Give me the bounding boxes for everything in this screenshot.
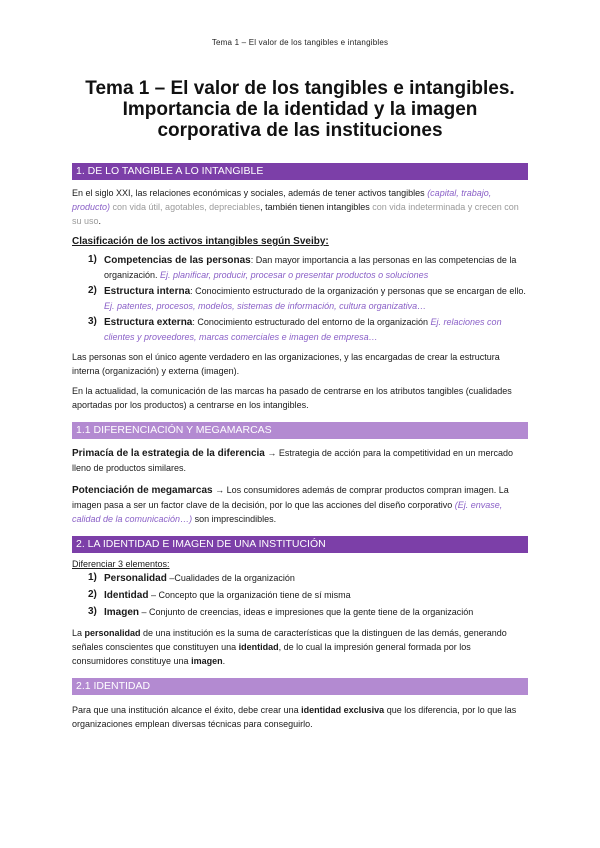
megabrands-term: Potenciación de megamarcas (72, 485, 213, 496)
document-title: Tema 1 – El valor de los tangibles e intangibles. Importancia de la identidad y la imagen corporativa de las instituciones (85, 78, 515, 141)
personality-text-3: , de lo cual la impresión general formada por los consumidores constituye una (72, 642, 471, 666)
list-item (72, 315, 528, 344)
list-item (72, 284, 528, 313)
list-number: 2) (88, 589, 97, 600)
list-text: : Conocimiento estructurado del entorno de la organización (192, 317, 431, 327)
list-term: Competencias de las personas (104, 255, 251, 266)
intro-example: (capital, trabajo, producto) (72, 188, 492, 212)
intro-muted: con vida útil, agotables, depreciables (110, 202, 261, 212)
megabrands-text: Los consumidores además de comprar productos compran imagen. La imagen pasa a ser un factor clave de la decisión, por lo que las acciones del diseño corporativo (72, 485, 509, 510)
paragraph-people: Las personas son el único agente verdadero en las organizaciones, y las encargadas de crear la estructura interna (organización) y externa (imagen). (72, 352, 500, 376)
section-heading-1: 1. DE LO TANGIBLE A LO INTANGIBLE (72, 163, 528, 180)
personality-text-2: de una institución es la suma de características que la distinguen de las demás, generando señales conscientes que constituyen una (72, 628, 507, 652)
list-term: Estructura externa (104, 317, 193, 328)
list-text: : Conocimiento estructurado de la organización y personas que se encargan de ello. (190, 286, 526, 296)
list-number: 1) (88, 572, 97, 583)
list-text: – Concepto que la organización tiene de sí misma (148, 590, 351, 600)
personality-term: personalidad (84, 628, 141, 638)
list-number: 3) (88, 606, 97, 617)
paragraph-megabrands (72, 483, 528, 526)
list-item (72, 253, 528, 282)
paragraph-brands: En la actualidad, la comunicación de las marcas ha pasado de centrarse en los atributos tangibles (cualidades aportadas por los productos) a centrarse en los intangibles. (72, 386, 512, 410)
paragraph-difference (72, 446, 528, 475)
image-term: imagen (191, 656, 223, 666)
identity-term: identidad (238, 642, 279, 652)
intro-text: En el siglo XXI, las relaciones económicas y sociales, además de tener activos tangibles (72, 188, 428, 198)
intangibles-list (72, 253, 528, 344)
difference-term: Primacía de la estrategia de la diferencia (72, 448, 265, 459)
intro-paragraph (72, 186, 528, 228)
list-number: 2) (88, 285, 97, 296)
list-text: – Conjunto de creencias, ideas e impresiones que la gente tiene de la organización (139, 607, 474, 617)
intro-end: . (98, 216, 102, 226)
megabrands-example: (Ej. envase, calidad de la comunicación…) (72, 500, 503, 524)
list-term: Identidad (104, 590, 149, 601)
classification-heading-text: Clasificación de los activos intangibles según Sveiby (72, 236, 326, 247)
list-term: Personalidad (104, 573, 167, 584)
classification-colon: : (325, 236, 329, 247)
classification-heading (72, 236, 528, 247)
intro-text-2: , también tienen intangibles (260, 202, 373, 212)
list-number: 1) (88, 254, 97, 265)
list-text: –Cualidades de la organización (166, 573, 295, 583)
list-item (72, 571, 528, 586)
paragraph-personality (72, 626, 528, 668)
list-item (72, 605, 528, 620)
list-text: : Dan mayor importancia a las personas en las competencias de la organización. (104, 255, 517, 280)
megabrands-end: son imprescindibles. (192, 514, 277, 524)
identity-text: Para que una institución alcance el éxito, debe crear una (72, 705, 302, 715)
differentiate-heading: Diferenciar 3 elementos: (72, 559, 170, 569)
arrow-icon: → (264, 448, 279, 458)
section-heading-2-1: 2.1 IDENTIDAD (72, 678, 528, 695)
running-header: Tema 1 – El valor de los tangibles e intangibles (211, 38, 389, 47)
list-example: Ej. patentes, procesos, modelos, sistemas de información, cultura organizativa… (104, 301, 427, 311)
list-number: 3) (88, 316, 97, 327)
section-heading-2: 2. LA IDENTIDAD E IMAGEN DE UNA INSTITUCIÓN (72, 536, 528, 553)
list-example: Ej. relaciones con clientes y proveedores, marcas comerciales e imagen de empresa… (104, 317, 502, 342)
paragraph-identity (72, 703, 528, 731)
difference-text: Estrategia de acción para la competitividad en un mercado lleno de productos similares. (72, 448, 514, 473)
list-item (72, 588, 528, 603)
identity-text-2: que los diferencia, por lo que las organizaciones emplean diversas técnicas para conseguirlo. (72, 705, 517, 729)
personality-end: . (222, 656, 226, 666)
exclusive-identity-term: identidad exclusiva (301, 705, 385, 715)
list-term: Estructura interna (104, 286, 191, 297)
list-term: Imagen (104, 607, 140, 618)
arrow-icon: → (212, 485, 227, 495)
personality-text: La (72, 628, 85, 638)
elements-list (72, 571, 528, 620)
list-example: Ej. planificar, producir, procesar o presentar productos o soluciones (160, 270, 429, 280)
section-heading-1-1: 1.1 DIFERENCIACIÓN Y MEGAMARCAS (72, 422, 528, 439)
intro-muted-2: con vida indeterminada y crecen con su uso (72, 202, 519, 226)
